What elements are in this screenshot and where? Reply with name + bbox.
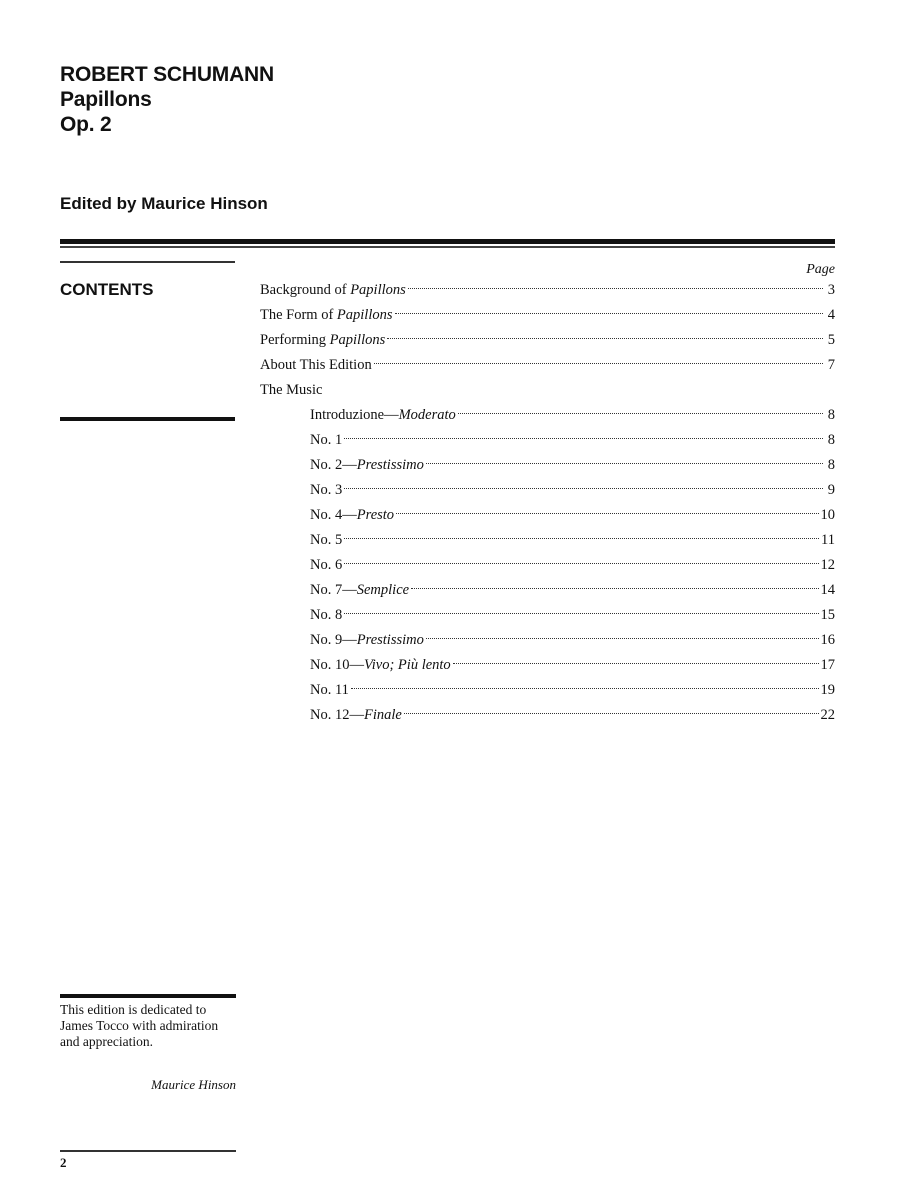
contents-heading: CONTENTS bbox=[60, 280, 154, 299]
toc-entry bbox=[260, 703, 835, 728]
toc-entry bbox=[260, 453, 835, 478]
header-divider bbox=[60, 239, 835, 249]
toc-entry-page: 3 bbox=[827, 282, 835, 298]
toc-entry-title: No. 11 bbox=[310, 682, 349, 698]
dot-leader bbox=[344, 563, 818, 564]
toc-entry-title: The Music bbox=[260, 382, 323, 398]
page-column-label: Page bbox=[806, 262, 835, 277]
dot-leader bbox=[374, 363, 823, 364]
title-block bbox=[60, 62, 274, 137]
toc-entry-page: 8 bbox=[827, 432, 835, 448]
toc-entry-title: No. 4—Presto bbox=[310, 507, 395, 523]
opus-number: Op. 2 bbox=[60, 113, 112, 136]
toc-entry-page: 17 bbox=[820, 657, 835, 673]
dot-leader bbox=[387, 338, 823, 339]
dot-leader bbox=[404, 713, 819, 714]
contents-top-rule bbox=[60, 261, 235, 263]
toc-entry-title: No. 8 bbox=[310, 607, 343, 623]
toc-entry bbox=[260, 603, 835, 628]
contents-bottom-rule bbox=[60, 417, 235, 421]
page-number: 2 bbox=[60, 1155, 67, 1170]
dedication-rule bbox=[60, 994, 236, 998]
toc-entry-page: 5 bbox=[827, 332, 835, 348]
composer-name: ROBERT SCHUMANN bbox=[60, 63, 274, 86]
toc-entry-title: No. 6 bbox=[310, 557, 343, 573]
table-of-contents bbox=[260, 262, 835, 728]
toc-entry bbox=[260, 278, 835, 303]
dot-leader bbox=[426, 463, 823, 464]
dedication-text: This edition is dedicated to James Tocco with admiration and appreciation. bbox=[60, 1002, 219, 1049]
toc-entry bbox=[260, 478, 835, 503]
toc-entry-page: 22 bbox=[820, 707, 835, 723]
toc-entry-title: Introduzione—Moderato bbox=[310, 407, 456, 423]
dedication-signature: Maurice Hinson bbox=[151, 1077, 236, 1092]
toc-entry-title: The Form of Papillons bbox=[260, 307, 393, 323]
footer-rule bbox=[60, 1150, 236, 1152]
toc-entry-page: 11 bbox=[821, 532, 835, 548]
dot-leader bbox=[344, 613, 818, 614]
dot-leader bbox=[395, 313, 823, 314]
dot-leader bbox=[344, 538, 819, 539]
toc-entry-title: No. 3 bbox=[310, 482, 343, 498]
toc-entry-page: 8 bbox=[827, 457, 835, 473]
dot-leader bbox=[458, 413, 823, 414]
toc-entry-title: No. 2—Prestissimo bbox=[310, 457, 424, 473]
toc-entry bbox=[260, 503, 835, 528]
toc-entry-page: 14 bbox=[820, 582, 835, 598]
toc-entry bbox=[260, 578, 835, 603]
toc-entry-title: No. 5 bbox=[310, 532, 343, 548]
dot-leader bbox=[344, 438, 823, 439]
toc-entry-page: 8 bbox=[827, 407, 835, 423]
toc-entry-title: Performing Papillons bbox=[260, 332, 386, 348]
toc-entry bbox=[260, 653, 835, 678]
toc-entry-page: 10 bbox=[820, 507, 835, 523]
toc-entry bbox=[260, 378, 835, 403]
toc-entry-page: 19 bbox=[820, 682, 835, 698]
dot-leader bbox=[426, 638, 819, 639]
toc-entry-title: No. 12—Finale bbox=[310, 707, 402, 723]
toc-entry bbox=[260, 328, 835, 353]
toc-entry bbox=[260, 553, 835, 578]
dot-leader bbox=[453, 663, 819, 664]
toc-entry-title: Background of Papillons bbox=[260, 282, 406, 298]
dot-leader bbox=[344, 488, 823, 489]
toc-entry-title: No. 9—Prestissimo bbox=[310, 632, 424, 648]
toc-list bbox=[260, 278, 835, 728]
toc-entry-title: No. 1 bbox=[310, 432, 343, 448]
toc-entry-title: No. 7—Semplice bbox=[310, 582, 410, 598]
toc-entry bbox=[260, 403, 835, 428]
dot-leader bbox=[411, 588, 818, 589]
work-title: Papillons bbox=[60, 88, 152, 111]
toc-entry bbox=[260, 353, 835, 378]
dot-leader bbox=[408, 288, 823, 289]
toc-entry bbox=[260, 303, 835, 328]
toc-entry-page: 16 bbox=[820, 632, 835, 648]
toc-entry-title: About This Edition bbox=[260, 357, 372, 373]
toc-entry-title: No. 10—Vivo; Più lento bbox=[310, 657, 451, 673]
dot-leader bbox=[396, 513, 818, 514]
toc-entry bbox=[260, 628, 835, 653]
toc-entry-page: 9 bbox=[827, 482, 835, 498]
toc-entry bbox=[260, 428, 835, 453]
toc-entry-page: 12 bbox=[820, 557, 835, 573]
toc-entry-page: 7 bbox=[827, 357, 835, 373]
editor-credit: Edited by Maurice Hinson bbox=[60, 194, 268, 213]
toc-entry-page: 15 bbox=[820, 607, 835, 623]
toc-entry-page: 4 bbox=[827, 307, 835, 323]
toc-entry bbox=[260, 528, 835, 553]
dot-leader bbox=[351, 688, 819, 689]
toc-entry bbox=[260, 678, 835, 703]
